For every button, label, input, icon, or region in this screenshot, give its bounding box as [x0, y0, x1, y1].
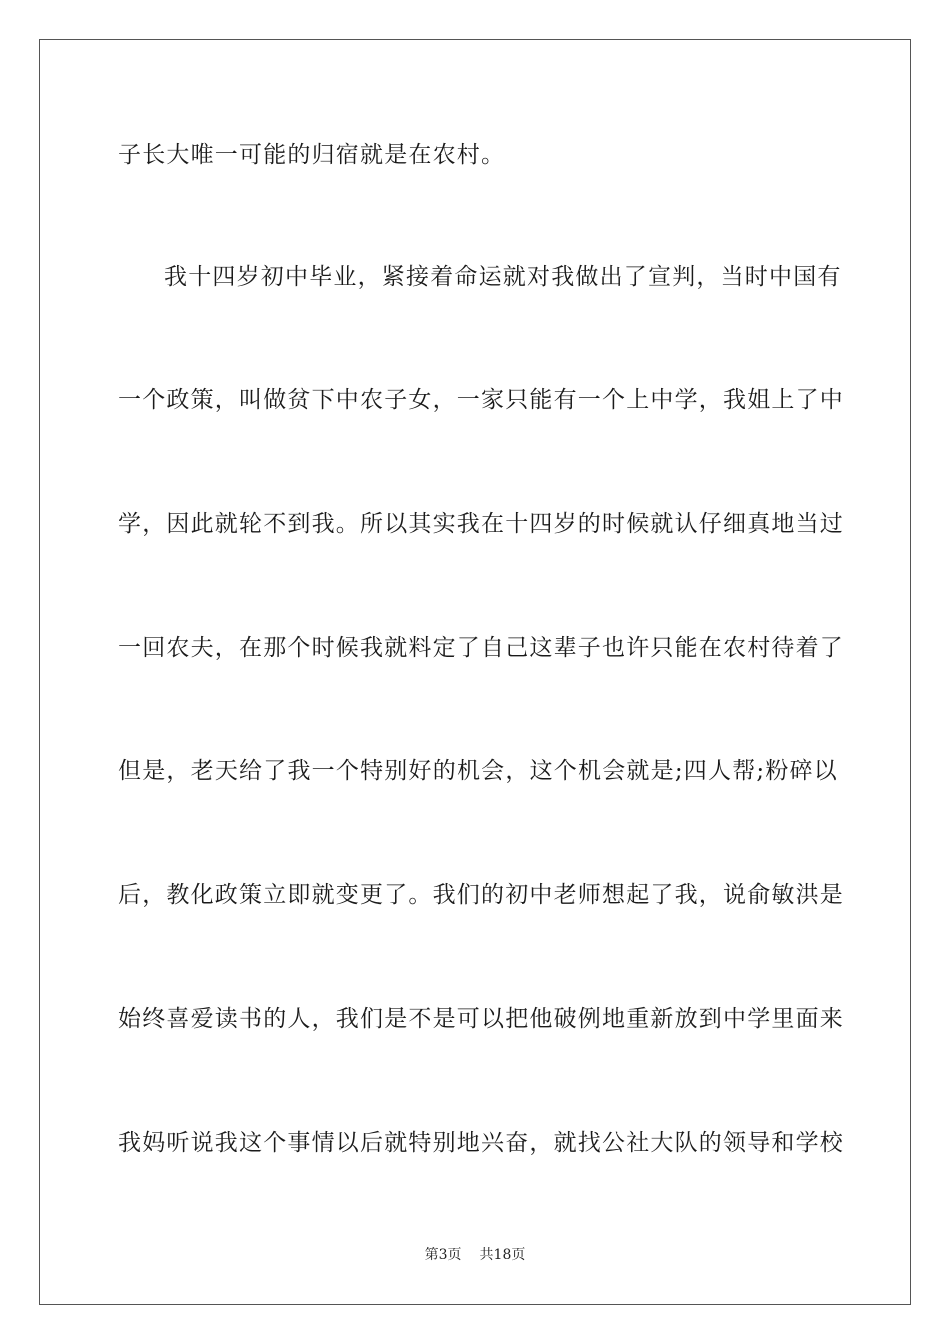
- body-text-line-4: 学，因此就轮不到我。所以其实我在十四岁的时候就认仔细真地当过: [118, 511, 844, 537]
- page-border: [39, 39, 911, 1305]
- page-footer: [0, 1246, 950, 1264]
- body-text-line-2: 我十四岁初中毕业，紧接着命运就对我做出了宣判，当时中国有: [164, 264, 842, 290]
- body-text-line-3: 一个政策，叫做贫下中农子女，一家只能有一个上中学，我姐上了中: [118, 387, 844, 413]
- body-text-line-7: 后，教化政策立即就变更了。我们的初中老师想起了我，说俞敏洪是: [118, 882, 844, 908]
- body-text-line-5: 一回农夫，在那个时候我就料定了自己这辈子也许只能在农村待着了: [118, 635, 844, 661]
- body-text-line-8: 始终喜爱读书的人，我们是不是可以把他破例地重新放到中学里面来: [118, 1006, 844, 1032]
- body-text-line-9: 我妈听说我这个事情以后就特别地兴奋，就找公社大队的领导和学校: [118, 1130, 844, 1156]
- body-text-line-1: 子长大唯一可能的归宿就是在农村。: [118, 142, 506, 168]
- body-text-line-6: 但是，老天给了我一个特别好的机会，这个机会就是;四人帮;粉碎以: [118, 758, 838, 784]
- page-total: 共18页: [479, 1247, 526, 1263]
- page-number: 第3页: [424, 1247, 462, 1263]
